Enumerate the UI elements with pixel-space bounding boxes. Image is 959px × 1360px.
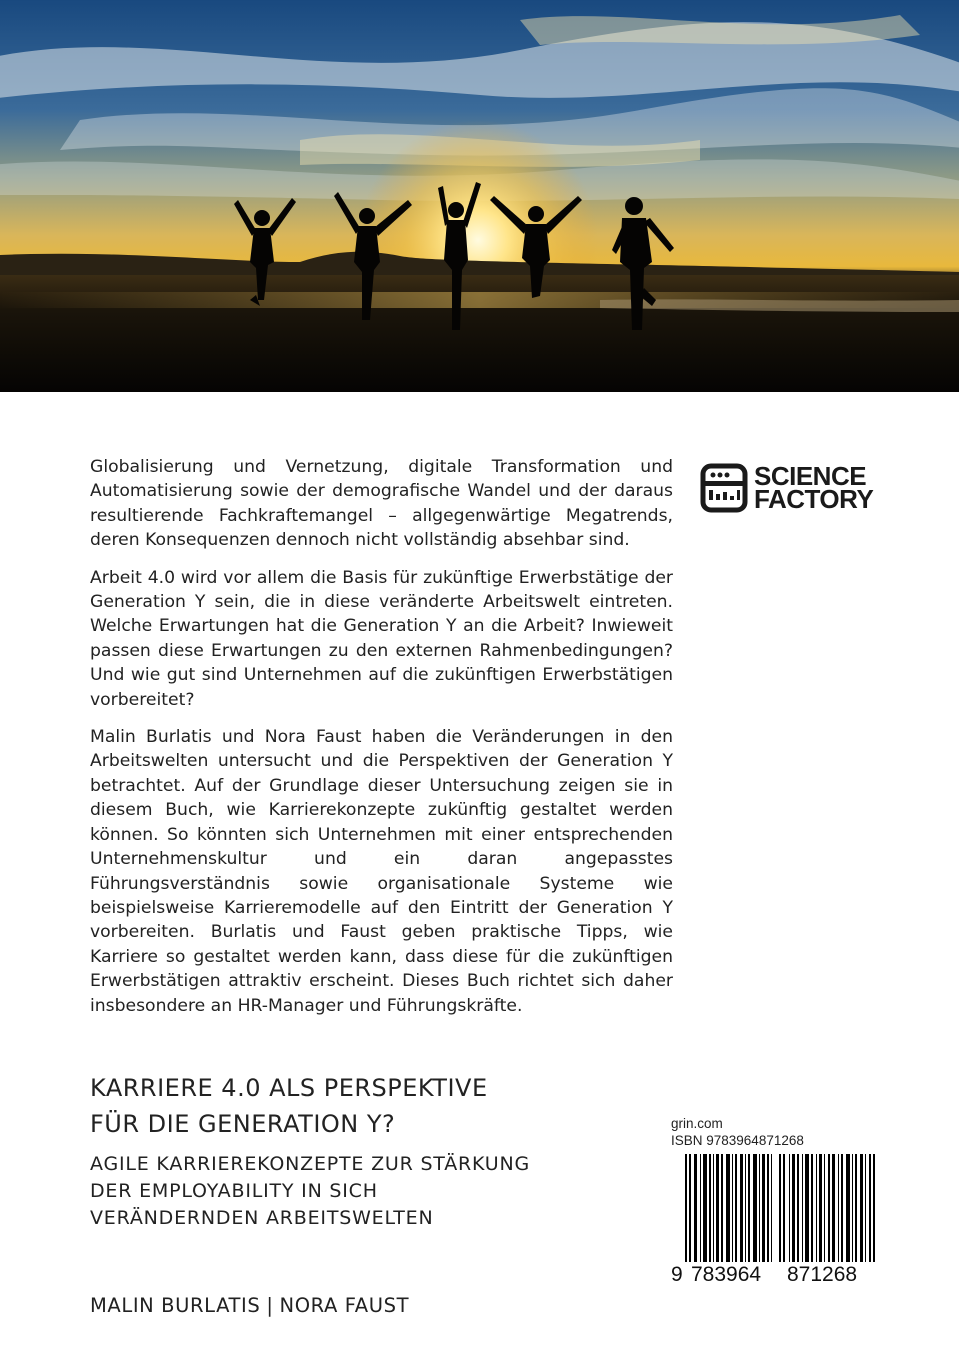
book-subtitle-line2: DER EMPLOYABILITY IN SICH	[90, 1180, 378, 1202]
book-title	[90, 1070, 650, 1142]
author-name: NORA FAUST	[279, 1294, 410, 1317]
science-factory-logo-icon	[700, 463, 748, 513]
barcode-group-1: 783964	[691, 1263, 762, 1286]
isbn-text: ISBN 9783964871268	[671, 1133, 804, 1148]
isbn-barcode	[671, 1154, 897, 1268]
blurb-paragraph: Globalisierung und Vernetzung, digitale Transformation und Automatisierung sowie der demografische Wandel und der daraus resultierende Fachkraftemangel – allgegenwärtige Megatrends, deren Konsequenzen dennoch nicht vollständig absehbar sind.	[90, 457, 673, 551]
logo-text-line2: FACTORY	[754, 484, 874, 514]
sunset-silhouettes-image	[0, 0, 959, 392]
publisher-info	[671, 1115, 804, 1149]
barcode-digit-first: 9	[671, 1263, 683, 1286]
science-factory-logo	[700, 463, 873, 513]
cover-photo	[0, 0, 959, 392]
blurb-paragraph: Malin Burlatis und Nora Faust haben die Veränderungen in den Arbeitswelten untersucht und die Perspektiven der Generation Y betrachtet. Auf der Grundlage dieser Untersuchung zeigen sie in diesem Buch, wie Karrierekonzepte zukünftig gestaltet werden können. So könnten sich Unternehmen mit einer entsprechenden Unternehmenskultur und ein daran angepasstes Führungsverständnis sowie organisationale Systeme wie beispielsweise Karrieremodelle auf den Eintritt der Generation Y vorbereiten. Burlatis und Faust geben praktische Tipps, wie Karriere so gestaltet werden kann, dass diese für die zukünftigen Erwerbstätigen attraktiv erscheint. Dieses Buch richtet sich daher insbesondere an HR-Manager und Führungskräfte.	[90, 727, 673, 1016]
publisher-website: grin.com	[671, 1116, 723, 1131]
logo-text-line1: SCIENCE	[754, 461, 867, 491]
barcode-number	[671, 1262, 896, 1292]
book-subtitle	[90, 1151, 650, 1232]
back-cover-blurb	[90, 455, 673, 1031]
book-title-line2: FÜR DIE GENERATION Y?	[90, 1110, 396, 1138]
blurb-paragraph: Arbeit 4.0 wird vor allem die Basis für zukünftige Erwerbstätige der Generation Y sein, die in diese veränderte Arbeitswelt eintreten. Welche Erwartungen hat die Generation Y an die Arbeit? Inwieweit passen diese Erwartungen zu den externen Rahmenbedingungen? Und wie gut sind Unternehmen auf die zukünftigen Erwerbstätigen vorbereitet?	[90, 567, 673, 710]
book-subtitle-line3: VERÄNDERNDEN ARBEITSWELTEN	[90, 1207, 434, 1229]
barcode-group-2: 871268	[787, 1263, 858, 1286]
author-separator: |	[266, 1294, 274, 1317]
author-name: MALIN BURLATIS	[90, 1294, 261, 1317]
book-title-line1: KARRIERE 4.0 ALS PERSPEKTIVE	[90, 1074, 488, 1102]
book-subtitle-line1: AGILE KARRIEREKONZEPTE ZUR STÄRKUNG	[90, 1153, 531, 1175]
book-authors	[90, 1294, 409, 1317]
